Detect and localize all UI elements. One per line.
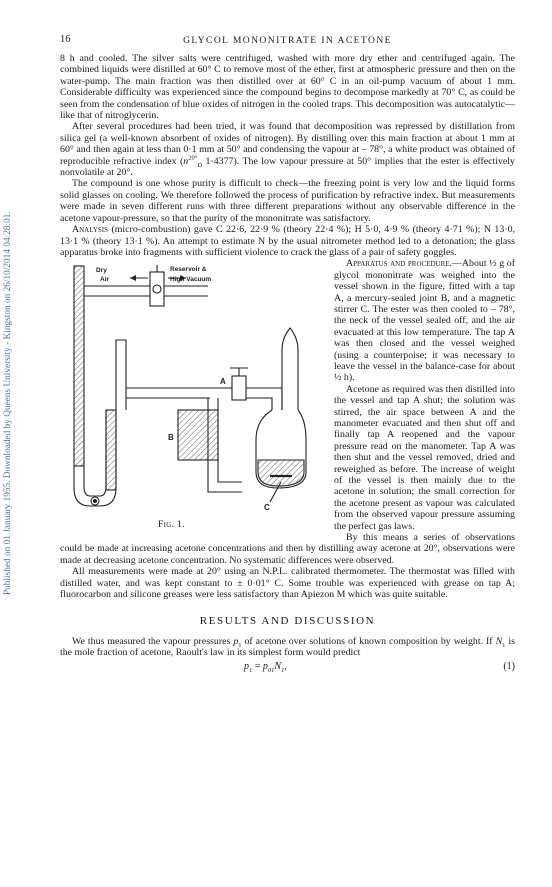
paragraph-7: By this means a series of observations could be made at increasing acetone concentrations and then by distilling away acetone at 20°, observations were made at decreasing acetone concentration. No systematic differences were observed. [60, 532, 515, 566]
svg-text:High Vacuum: High Vacuum [170, 276, 212, 284]
article-body [60, 53, 515, 676]
download-provenance-note: Published on 01 January 1955. Downloaded by Queens University - Kingston on 26/10/2014 04:28:01. [2, 211, 12, 595]
label-a: A [220, 377, 226, 387]
section-heading: RESULTS AND DISCUSSION [199, 614, 376, 627]
paragraph-1: 8 h and cooled. The silver salts were centrifuged, washed with more dry ether and centrifuged again. The combined liquids were distilled at 60° C to remove most of the ether, first at atmospheric pressure and then on the water-pump. The main fraction was then distilled over at 60° C in an oil-pump vacuum of about 1 mm. Considerable difficulty was experienced since the compound begins to decompose markedly at 70° C, as could be seen from the condensation of blue oxides of nitrogen in the cooled traps. This decomposition was autocatalytic—like that of nitroglycerin. [60, 53, 515, 122]
paragraph-5: Apparatus and procedure.—About ½ g of glycol mononitrate was weighed into the vessel shown in the figure, fitted with a tap A, a mercury-sealed joint B, and a magnetic stirrer C. The ester was then cooled to – 78°, the neck of the vessel sealed off, and the air evacuated at this low temperature. The tap A was then closed and the vessel weighed (using a counterpoise; it was necessary to leave the vessel in the balance-case for about ½ h). [334, 258, 515, 384]
paragraph-9: We thus measured the vapour pressures $p_1$ of acetone over solutions of known composition by weight. If $N_1$ is the mole fraction of acetone, Raoult's law in its simplest form would predict [60, 635, 515, 659]
reservoir-label: Reservoir & [170, 266, 207, 274]
label-b: B [168, 433, 174, 443]
apparatus-figure [60, 260, 322, 536]
running-title: GLYCOL MONONITRATE IN ACETONE [183, 35, 392, 46]
sealed-neck [282, 328, 298, 410]
paragraph-8: All measurements were made at 20° using an N.P.L. calibrated thermometer. The thermostat was filled with distilled water, and was kept constant to ± 0·01° C. Some trouble was experienced with grease on tap A; fluorocarbon and silicone greases were less satisfactory than Apiezon M which was quite suitable. [60, 566, 515, 601]
figure-caption: Fig. 1. [158, 519, 185, 531]
equation-1 [60, 661, 515, 676]
svg-text:Air: Air [100, 276, 110, 284]
label-c: C [264, 503, 270, 513]
page-header [60, 34, 515, 48]
equation-number: (1) [503, 660, 515, 672]
three-way-tap [150, 272, 164, 306]
paragraph-2: After several procedures had been tried, it was found that decomposition was repressed by distillation from silica gel (a well-known absorbent of oxides of nitrogen). By distilling over this main fraction at about 1 mm at 60° and then again at less than 0·1 mm at 50° and condensing the vapour at – 78°, a white product was obtained of reproducible refractive index ($n^{20^\circ}_D$ 1·4377). The low vapour pressure at 50° implies that the ester is effectively nonvolatile at 20°. [60, 121, 515, 179]
analysis-run-in-head: Analysis [72, 224, 108, 236]
paragraph-3: The compound is one whose purity is difficult to check—the freezing point is very low and the liquid forms solid glasses on cooling. We therefore followed the process of purification by refractive index. But measurements were made in seven different runs with three different preparations without any observable difference in the acetone vapour-pressure, so that the purity of the mononitrate was satisfactory. [60, 178, 515, 224]
dry-air-label: Dry [96, 267, 107, 275]
mercury-joint-b [178, 410, 218, 460]
raoult-law-equation: $p_1 = p_{01}N_1$, [244, 660, 287, 674]
apparatus-diagram [60, 260, 322, 536]
paragraph-6: Acetone as required was then distilled into the vessel and tap A shut; the solution was stirred, the air space between A and the manometer evacuated and then shut off and finally tap A reopened and the vapour pressure read on the manometer. Tap A was then shut and the vessel removed, dried and reweighed as before. The increase of weight of the vessel is then mainly due to the acetone in solution; the small correction for the acetone present as vapour was calculated from the observed vapour pressure assuming the perfect gas laws. [334, 383, 515, 532]
apparatus-run-in-head: Apparatus and procedure. [346, 258, 452, 270]
manometer-left-limb [74, 266, 84, 466]
paragraph-4: Analysis (micro-combustion) gave C 22·6, 22·9 % (theory 22·4 %); H 5·0, 4·9 % (theory 4·71 %); N 13·0, 13·1 % (theory 13·1 %). An attempt to estimate N by the usual nitrometer method led to a detonation; the glass apparatus broke into fragments with sufficient violence to crack the glass of a pair of safety goggles. [60, 224, 515, 258]
tap-a [232, 376, 246, 400]
page-number: 16 [60, 34, 71, 45]
